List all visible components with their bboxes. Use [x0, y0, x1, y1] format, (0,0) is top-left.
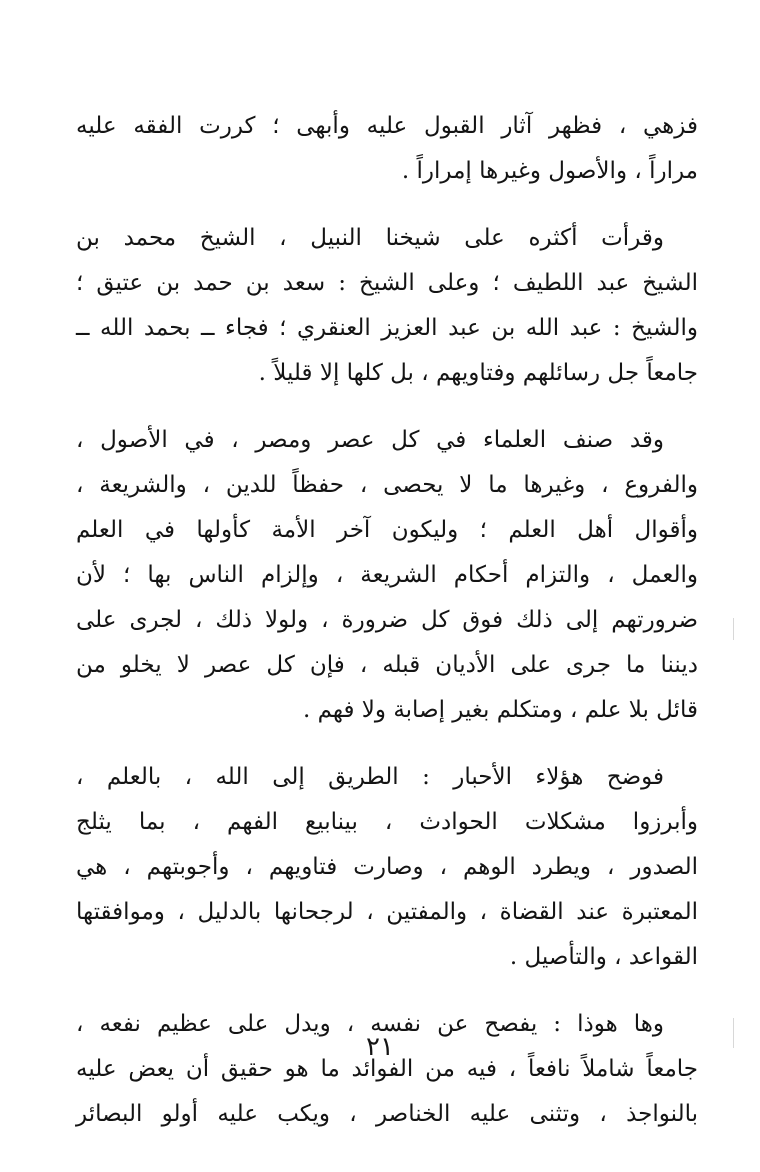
text-line: بالنواجذ ، وتثنى عليه الخناصر ، ويكب عليه أولو البصائر [76, 1101, 698, 1127]
text-line: جامعاً جل رسائلهم وفتاويهم ، بل كلها إلا قليلاً . [258, 360, 698, 386]
text-line: ديننا ما جرى على الأديان قبله ، فإن كل عصر لا يخلو من [76, 652, 698, 678]
text-line: وقد صنف العلماء في كل عصر ومصر ، في الأصول ، [76, 427, 664, 453]
scan-margin-mark [733, 1018, 734, 1048]
text-line: وها هوذا : يفصح عن نفسه ، ويدل على عظيم نفعه ، [76, 1011, 664, 1037]
text-line: قائل بلا علم ، ومتكلم بغير إصابة ولا فهم . [302, 697, 698, 723]
text-line: فزهي ، فظهر آثار القبول عليه وأبهى ؛ كررت الفقه عليه [76, 113, 698, 139]
text-line: وقرأت أكثره على شيخنا النبيل ، الشيخ محمد بن [76, 225, 664, 251]
text-line: ضرورتهم إلى ذلك فوق كل ضرورة ، ولولا ذلك ، لجرى على [76, 607, 698, 633]
text-line: الشيخ عبد اللطيف ؛ وعلى الشيخ : سعد بن حمد بن عتيق ؛ [76, 270, 698, 296]
paragraph-5 [76, 1002, 698, 1137]
scan-margin-mark [733, 618, 734, 640]
paragraph-1 [76, 104, 698, 194]
text-line: وأقوال أهل العلم ؛ وليكون آخر الأمة كأولها في العلم [76, 517, 698, 543]
paragraph-3 [76, 418, 698, 733]
text-line: فوضح هؤلاء الأحبار : الطريق إلى الله ، بالعلم ، [76, 764, 664, 790]
page-number: ٢١ [366, 1032, 394, 1062]
text-line: مراراً ، والأصول وغيرها إمراراً . [401, 158, 698, 184]
text-line: المعتبرة عند القضاة ، والمفتين ، لرجحانها بالدليل ، وموافقتها [76, 899, 698, 925]
text-line: الصدور ، ويطرد الوهم ، وصارت فتاويهم ، وأجوبتهم ، هي [76, 854, 698, 880]
body-text [76, 104, 698, 1137]
text-line: والشيخ : عبد الله بن عبد العزيز العنقري ؛ فجاء ــ بحمد الله ــ [76, 315, 698, 341]
text-line: والفروع ، وغيرها ما لا يحصى ، حفظاً للدين ، والشريعة ، [76, 472, 698, 498]
text-line: وأبرزوا مشكلات الحوادث ، بينابيع الفهم ، بما يثلج [76, 809, 698, 835]
paragraph-4 [76, 755, 698, 980]
text-line: والعمل ، والتزام أحكام الشريعة ، وإلزام الناس بها ؛ لأن [76, 562, 698, 588]
text-line: القواعد ، والتأصيل . [509, 944, 698, 970]
text-line: جامعاً شاملاً نافعاً ، فيه من الفوائد ما هو حقيق أن يعض عليه [76, 1056, 698, 1082]
paragraph-2 [76, 216, 698, 396]
